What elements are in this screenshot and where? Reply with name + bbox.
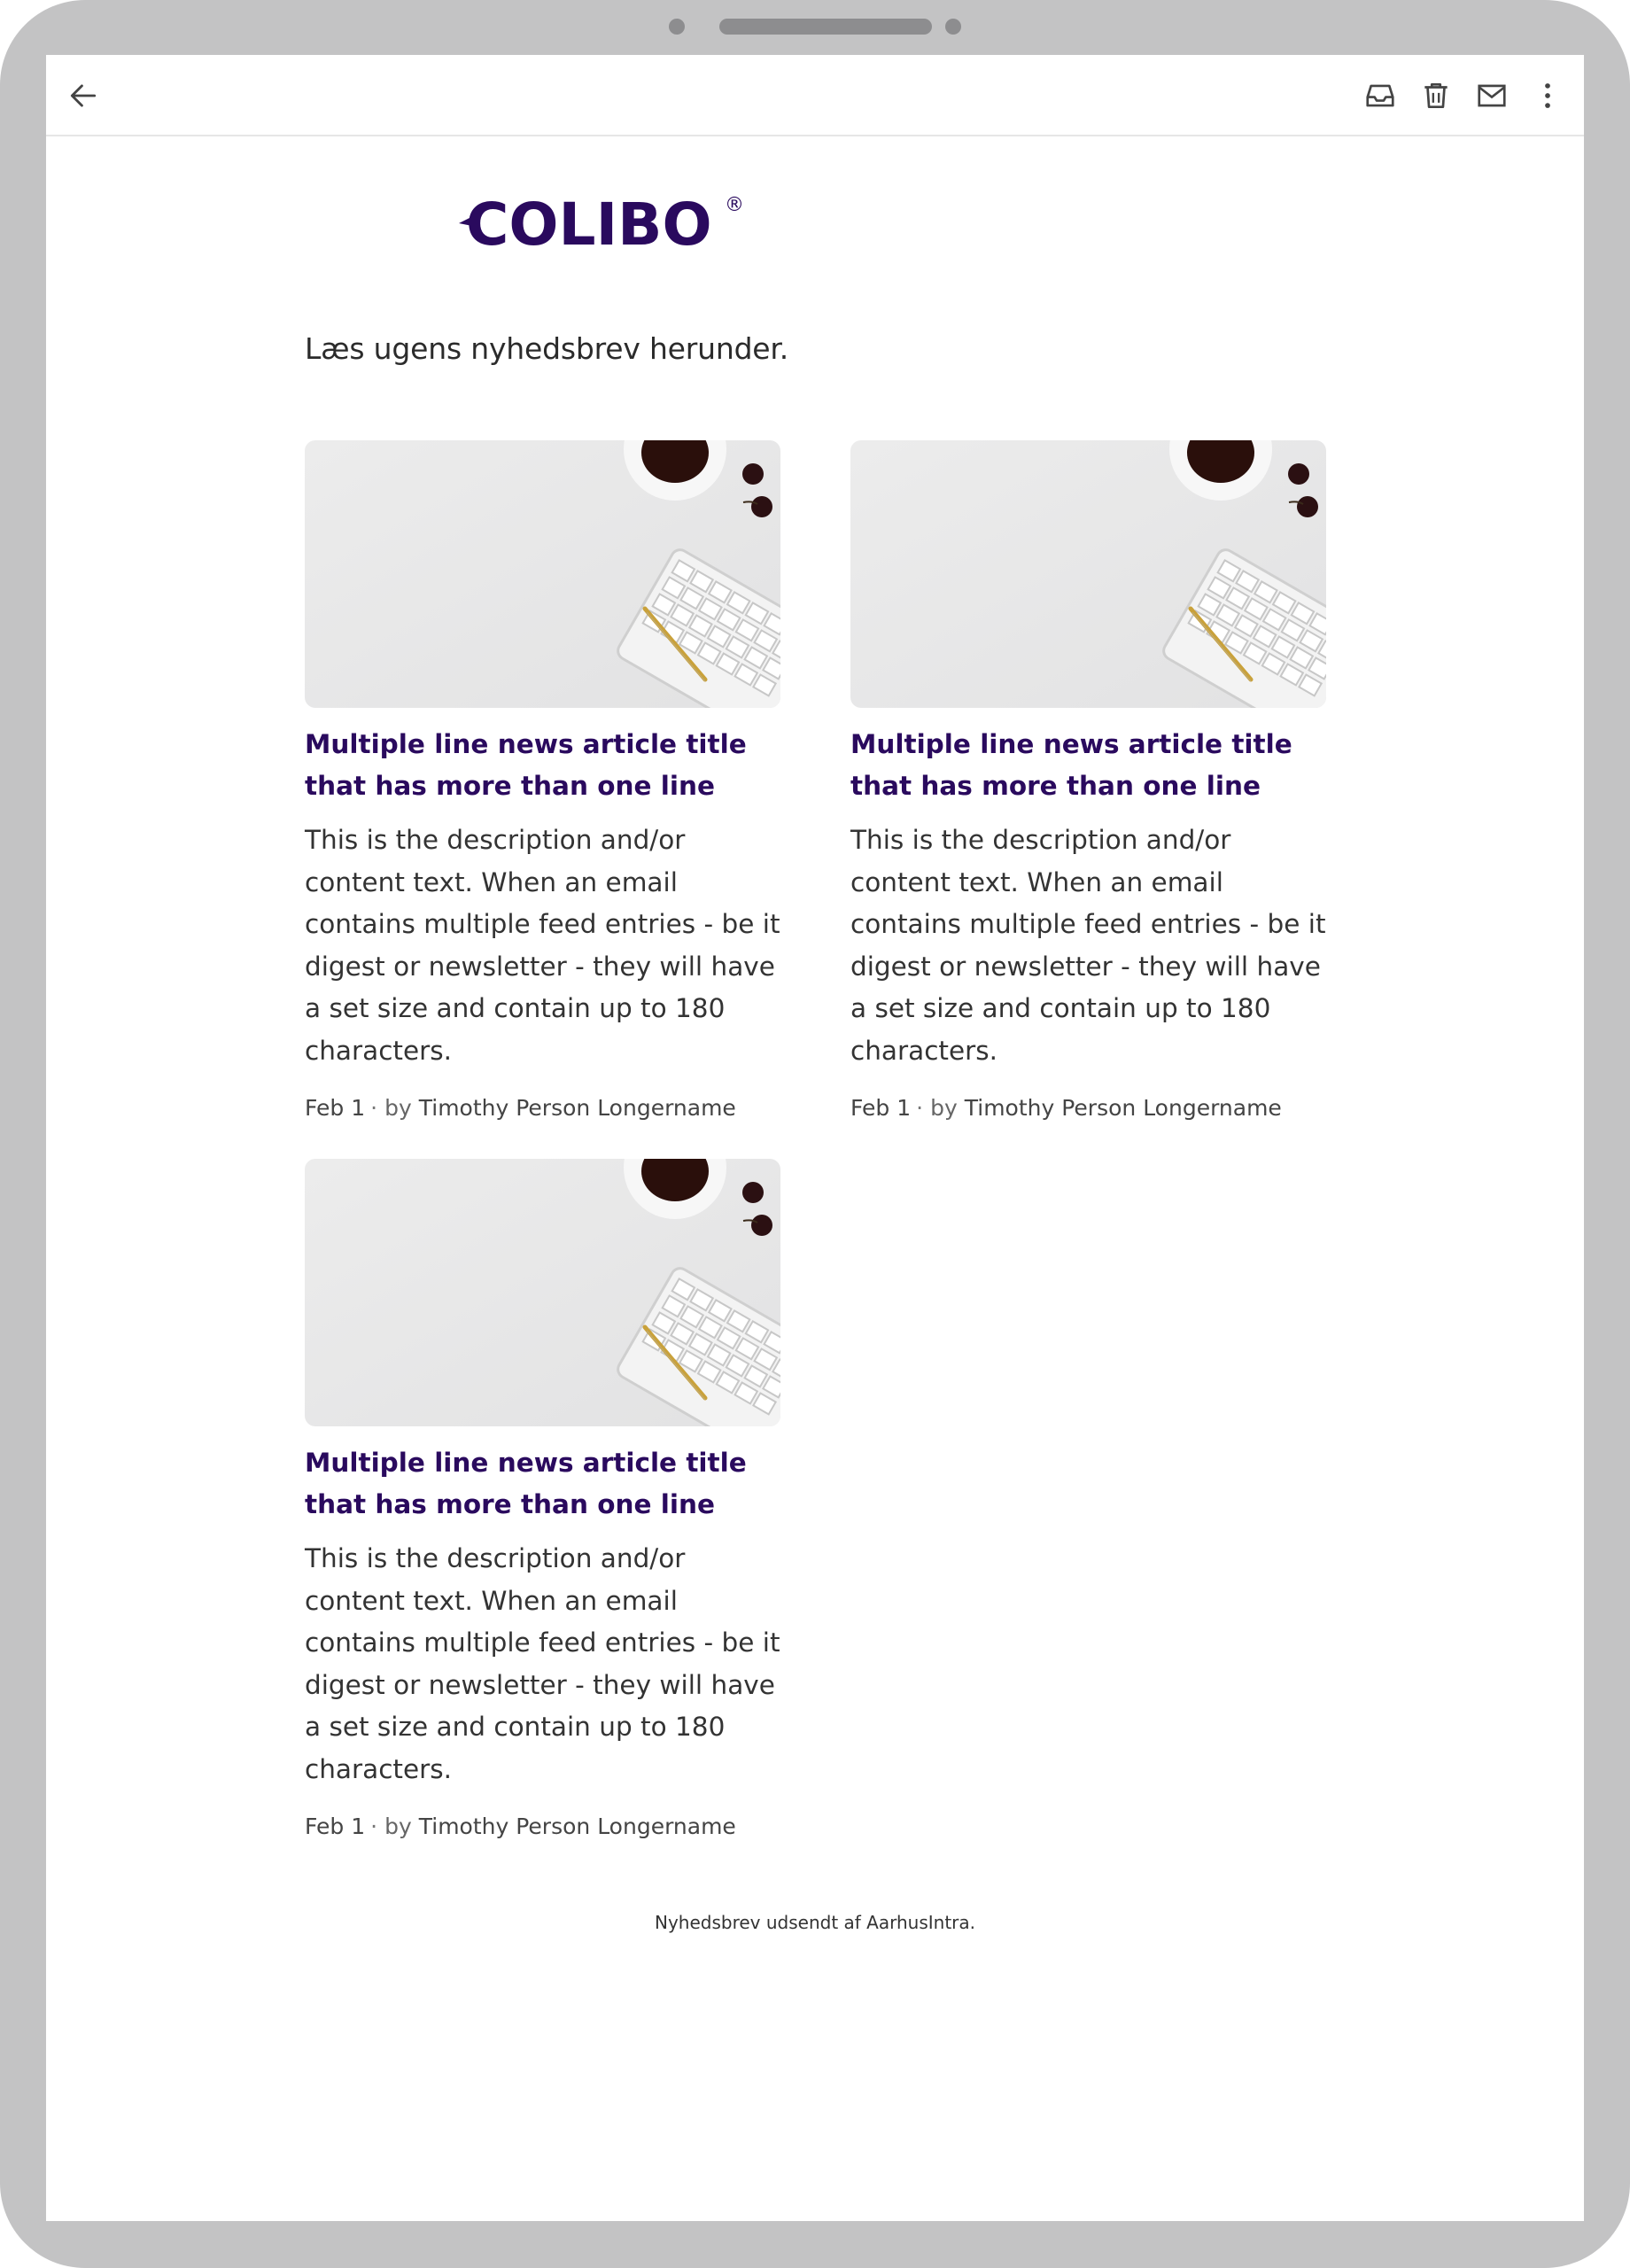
- article-image: [305, 1159, 780, 1426]
- speaker-grille: [719, 19, 932, 35]
- meta-by: by: [384, 1095, 412, 1121]
- article-title[interactable]: Multiple line news article title that has more than one line: [850, 729, 1292, 801]
- article-title[interactable]: Multiple line news article title that has more than one line: [305, 729, 747, 801]
- meta-separator: ·: [370, 1814, 378, 1839]
- registered-mark: ®: [725, 194, 744, 216]
- mail-icon: [1475, 79, 1509, 113]
- archive-icon: [1363, 79, 1397, 113]
- meta-separator: ·: [370, 1095, 378, 1121]
- article-date: Feb 1: [850, 1095, 912, 1121]
- trash-icon: [1419, 79, 1453, 113]
- article-author: Timothy Person Longername: [418, 1095, 736, 1121]
- back-button[interactable]: [62, 74, 105, 117]
- email-toolbar: [46, 55, 1584, 136]
- email-screen: [46, 55, 1584, 2221]
- more-vertical-icon: [1531, 79, 1564, 113]
- logo-wordmark: COLIBO: [466, 190, 712, 252]
- article-author: Timothy Person Longername: [418, 1814, 736, 1839]
- arrow-left-icon: [66, 79, 100, 113]
- article-description: This is the description and/or content text. When an email contains multiple feed entries - be it digest or newsletter - they will have a set size and contain up to 180 characters.: [305, 1543, 780, 1784]
- article-author: Timothy Person Longername: [964, 1095, 1282, 1121]
- delete-button[interactable]: [1415, 74, 1457, 117]
- article-date: Feb 1: [305, 1814, 366, 1839]
- article-image: [305, 440, 780, 708]
- newsletter-footer: Nyhedsbrev udsendt af AarhusIntra.: [654, 1912, 976, 1933]
- sensor-dot: [945, 19, 961, 35]
- article-card[interactable]: [305, 1159, 780, 1839]
- article-description: This is the description and/or content text. When an email contains multiple feed entries - be it digest or newsletter - they will have a set size and contain up to 180 characters.: [305, 825, 780, 1066]
- archive-button[interactable]: [1359, 74, 1401, 117]
- intro-text: Læs ugens nyhedsbrev herunder.: [305, 331, 789, 366]
- meta-by: by: [930, 1095, 958, 1121]
- article-meta: [305, 1095, 780, 1121]
- article-card[interactable]: [850, 440, 1326, 1121]
- article-description: This is the description and/or content text. When an email contains multiple feed entries - be it digest or newsletter - they will have a set size and contain up to 180 characters.: [850, 825, 1326, 1066]
- article-meta: [305, 1814, 780, 1839]
- meta-by: by: [384, 1814, 412, 1839]
- camera-dot: [669, 19, 685, 35]
- article-card[interactable]: [305, 440, 780, 1121]
- colibo-logo: [454, 188, 755, 252]
- article-title[interactable]: Multiple line news article title that has more than one line: [305, 1448, 747, 1519]
- more-options-button[interactable]: [1526, 74, 1569, 117]
- meta-separator: ·: [916, 1095, 924, 1121]
- mark-unread-button[interactable]: [1471, 74, 1513, 117]
- article-image: [850, 440, 1326, 708]
- article-date: Feb 1: [305, 1095, 366, 1121]
- article-meta: [850, 1095, 1326, 1121]
